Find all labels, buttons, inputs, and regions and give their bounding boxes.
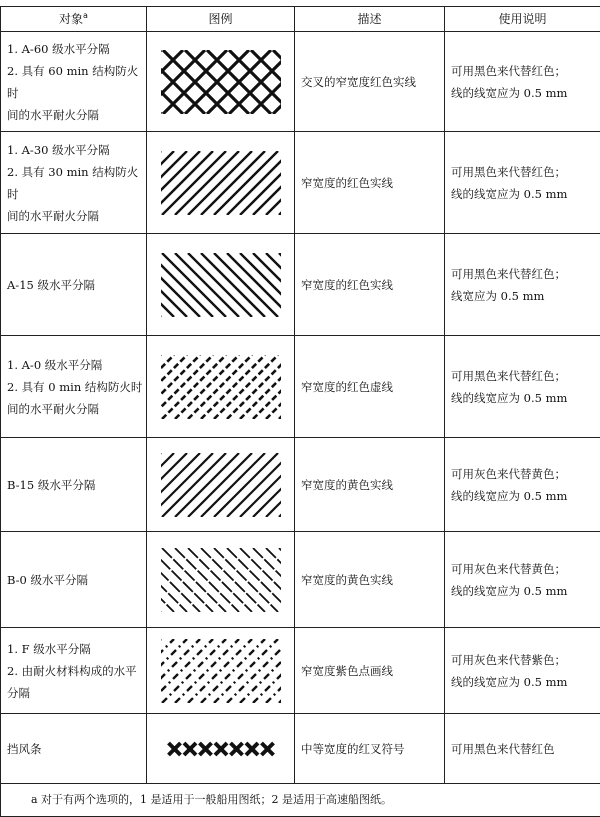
usage-line: 线的线宽应为 0.5 mm [451,82,600,104]
table-row [1,532,600,628]
legend-cell [147,628,295,714]
x-mark [199,743,211,755]
object-line: B-0 级水平分隔 [7,569,146,591]
x-mark [230,743,242,755]
object-line: 挡风条 [7,738,146,760]
usage-cell [445,234,600,336]
object-line: 分隔 [7,682,146,704]
usage-cell [445,532,600,628]
object-line: 1. F 级水平分隔 [7,638,146,660]
x-mark [168,743,180,755]
table-row [1,336,600,438]
header-usage: 使用说明 [445,7,600,32]
usage-line: 可用黑色来代替红色； [451,365,600,387]
usage-cell [445,628,600,714]
usage-cell [445,438,600,532]
usage-line: 可用黑色来代替红色 [451,738,600,760]
table-row [1,438,600,532]
footnote-row [1,784,600,817]
description-cell: 中等宽度的红叉符号 [295,714,445,784]
usage-line: 可用黑色来代替红色； [451,263,600,285]
header-legend: 图例 [147,7,295,32]
diagonal-up-red-solid-icon [161,151,281,215]
legend-cell [147,438,295,532]
table-row [1,132,600,234]
usage-line: 线的线宽应为 0.5 mm [451,183,600,205]
usage-line: 线宽应为 0.5 mm [451,285,600,307]
object-cell [1,132,147,234]
x-mark [261,743,273,755]
cross-hatch-red-solid-icon [161,50,281,114]
x-mark [215,743,227,755]
usage-line: 可用灰色来代替黄色； [451,558,600,580]
usage-cell [445,132,600,234]
red-x-symbols-icon [161,737,281,761]
diagonal-down-yellow-solid-icon [161,548,281,612]
object-line: 2. 具有 0 min 结构防火时 [7,376,146,398]
diagonal-up-yellow-solid-icon [161,453,281,517]
footnote: a 对于有两个选项的，1 是适用于一般船用图纸；2 是适用于高速船图纸。 [1,784,600,817]
diagonal-up-purple-dashdot-icon [161,639,281,703]
object-line: 间的水平耐火分隔 [7,398,146,420]
table-row [1,628,600,714]
legend-cell [147,132,295,234]
object-line: B-15 级水平分隔 [7,474,146,496]
usage-line: 线的线宽应为 0.5 mm [451,580,600,602]
description-cell: 窄宽度的红色实线 [295,234,445,336]
object-cell [1,438,147,532]
object-cell [1,234,147,336]
table-row [1,714,600,784]
usage-cell [445,714,600,784]
object-line: 间的水平耐火分隔 [7,104,146,126]
usage-line: 可用灰色来代替紫色； [451,649,600,671]
table-row [1,234,600,336]
legend-cell [147,32,295,132]
object-line: 1. A-60 级水平分隔 [7,38,146,60]
object-line: A-15 级水平分隔 [7,274,146,296]
table-row [1,32,600,132]
description-cell: 窄宽度的红色虚线 [295,336,445,438]
usage-line: 可用黑色来代替红色； [451,60,600,82]
object-line: 2. 由耐火材料构成的水平 [7,660,146,682]
description-cell: 窄宽度的红色实线 [295,132,445,234]
diagonal-up-red-dashed-icon [161,355,281,419]
usage-line: 可用灰色来代替黄色； [451,463,600,485]
diagonal-down-red-solid-icon [161,253,281,317]
description-cell: 窄宽度紫色点画线 [295,628,445,714]
header-object: 对象$^a$ [1,7,147,32]
description-cell: 交叉的窄宽度红色实线 [295,32,445,132]
header-row [1,7,600,32]
object-cell [1,32,147,132]
object-cell [1,628,147,714]
usage-line: 可用黑色来代替红色； [451,161,600,183]
object-line: 1. A-30 级水平分隔 [7,139,146,161]
usage-line: 线的线宽应为 0.5 mm [451,387,600,409]
legend-cell [147,336,295,438]
usage-cell [445,336,600,438]
usage-line: 线的线宽应为 0.5 mm [451,485,600,507]
x-mark [184,743,196,755]
object-cell [1,336,147,438]
object-line: 2. 具有 30 min 结构防火时 [7,161,146,205]
legend-cell [147,714,295,784]
description-cell: 窄宽度的黄色实线 [295,438,445,532]
object-line: 间的水平耐火分隔 [7,205,146,227]
object-line: 1. A-0 级水平分隔 [7,354,146,376]
header-description: 描述 [295,7,445,32]
legend-cell [147,234,295,336]
legend-cell [147,532,295,628]
usage-cell [445,32,600,132]
object-line: 2. 具有 60 min 结构防火时 [7,60,146,104]
x-mark [246,743,258,755]
usage-line: 线的线宽应为 0.5 mm [451,671,600,693]
description-cell: 窄宽度的黄色实线 [295,532,445,628]
object-cell [1,532,147,628]
legend-table [0,6,600,817]
object-cell [1,714,147,784]
